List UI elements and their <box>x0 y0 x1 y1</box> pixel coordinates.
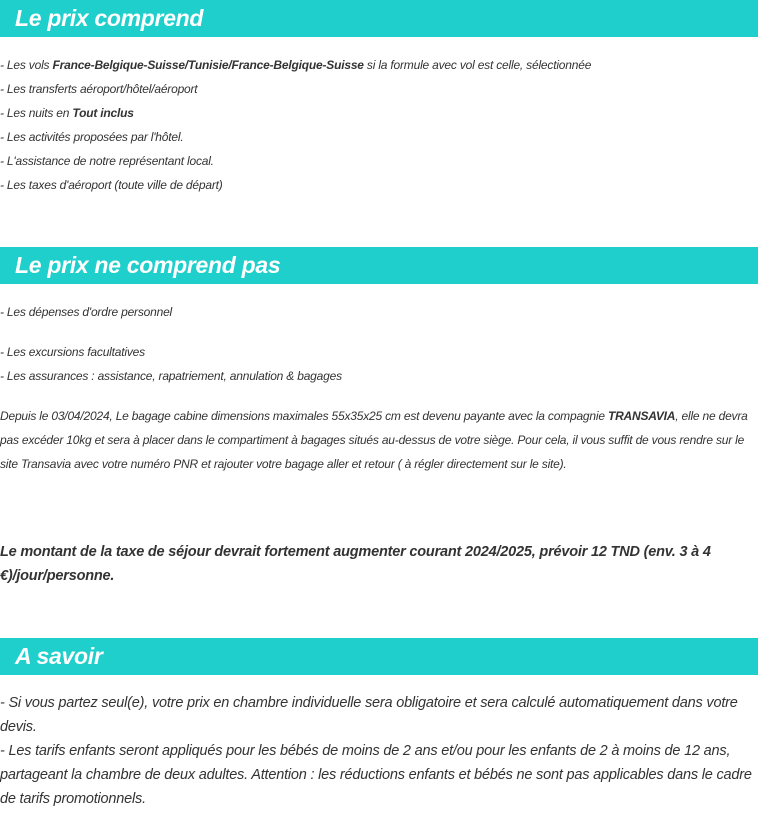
list-item: - Les nuits en Tout inclus <box>0 106 134 120</box>
list-item: - Les vols France-Belgique-Suisse/Tunisie/France-Belgique-Suisse si la formule avec vol est celle, sélectionnée <box>0 58 592 72</box>
list-item: - Les transferts aéroport/hôtel/aéroport <box>0 82 198 96</box>
info-text <box>0 691 752 811</box>
excluded-list <box>0 340 758 388</box>
list-item: - Les excursions facultatives <box>0 345 145 359</box>
list-item: - Les assurances : assistance, rapatriement, annulation & bagages <box>0 369 342 383</box>
baggage-notice: Depuis le 03/04/2024, Le bagage cabine dimensions maximales 55x35x25 cm est devenu payante avec la compagnie TRANSAVIA, elle ne devra pas excéder 10kg et sera à placer dans le compartiment à bagages situés au-dessus de votre siège. Pour cela, il vous suffit de vous rendre sur le site Transavia avec votre numéro PNR et rajouter votre bagage aller et retour ( à régler directement sur le site). <box>0 409 748 471</box>
section-header-excluded: Le prix ne comprend pas <box>0 247 758 284</box>
info-paragraph-single: - Si vous partez seul(e), votre prix en chambre individuelle sera obligatoire et sera calculé automatiquement dans votre devis. <box>0 695 738 735</box>
excluded-item-personal: - Les dépenses d'ordre personnel <box>0 305 173 319</box>
tourist-tax-notice: Le montant de la taxe de séjour devrait fortement augmenter courant 2024/2025, prévoir 12 TND (env. 3 à 4 €)/jour/personne. <box>0 544 711 584</box>
info-paragraph-children: - Les tarifs enfants seront appliqués pour les bébés de moins de 2 ans et/ou pour les enfants de 2 à moins de 12 ans, partageant la chambre de deux adultes. Attention : les réductions enfants et bébés ne sont pas applicables dans le cadre de tarifs promotionnels. <box>0 743 752 807</box>
list-item: - Les activités proposées par l'hôtel. <box>0 130 184 144</box>
list-item: - Les taxes d'aéroport (toute ville de départ) <box>0 178 223 192</box>
list-item: - L'assistance de notre représentant local. <box>0 154 214 168</box>
included-list <box>0 53 758 197</box>
section-header-info: A savoir <box>0 638 758 675</box>
section-header-included: Le prix comprend <box>0 0 758 37</box>
